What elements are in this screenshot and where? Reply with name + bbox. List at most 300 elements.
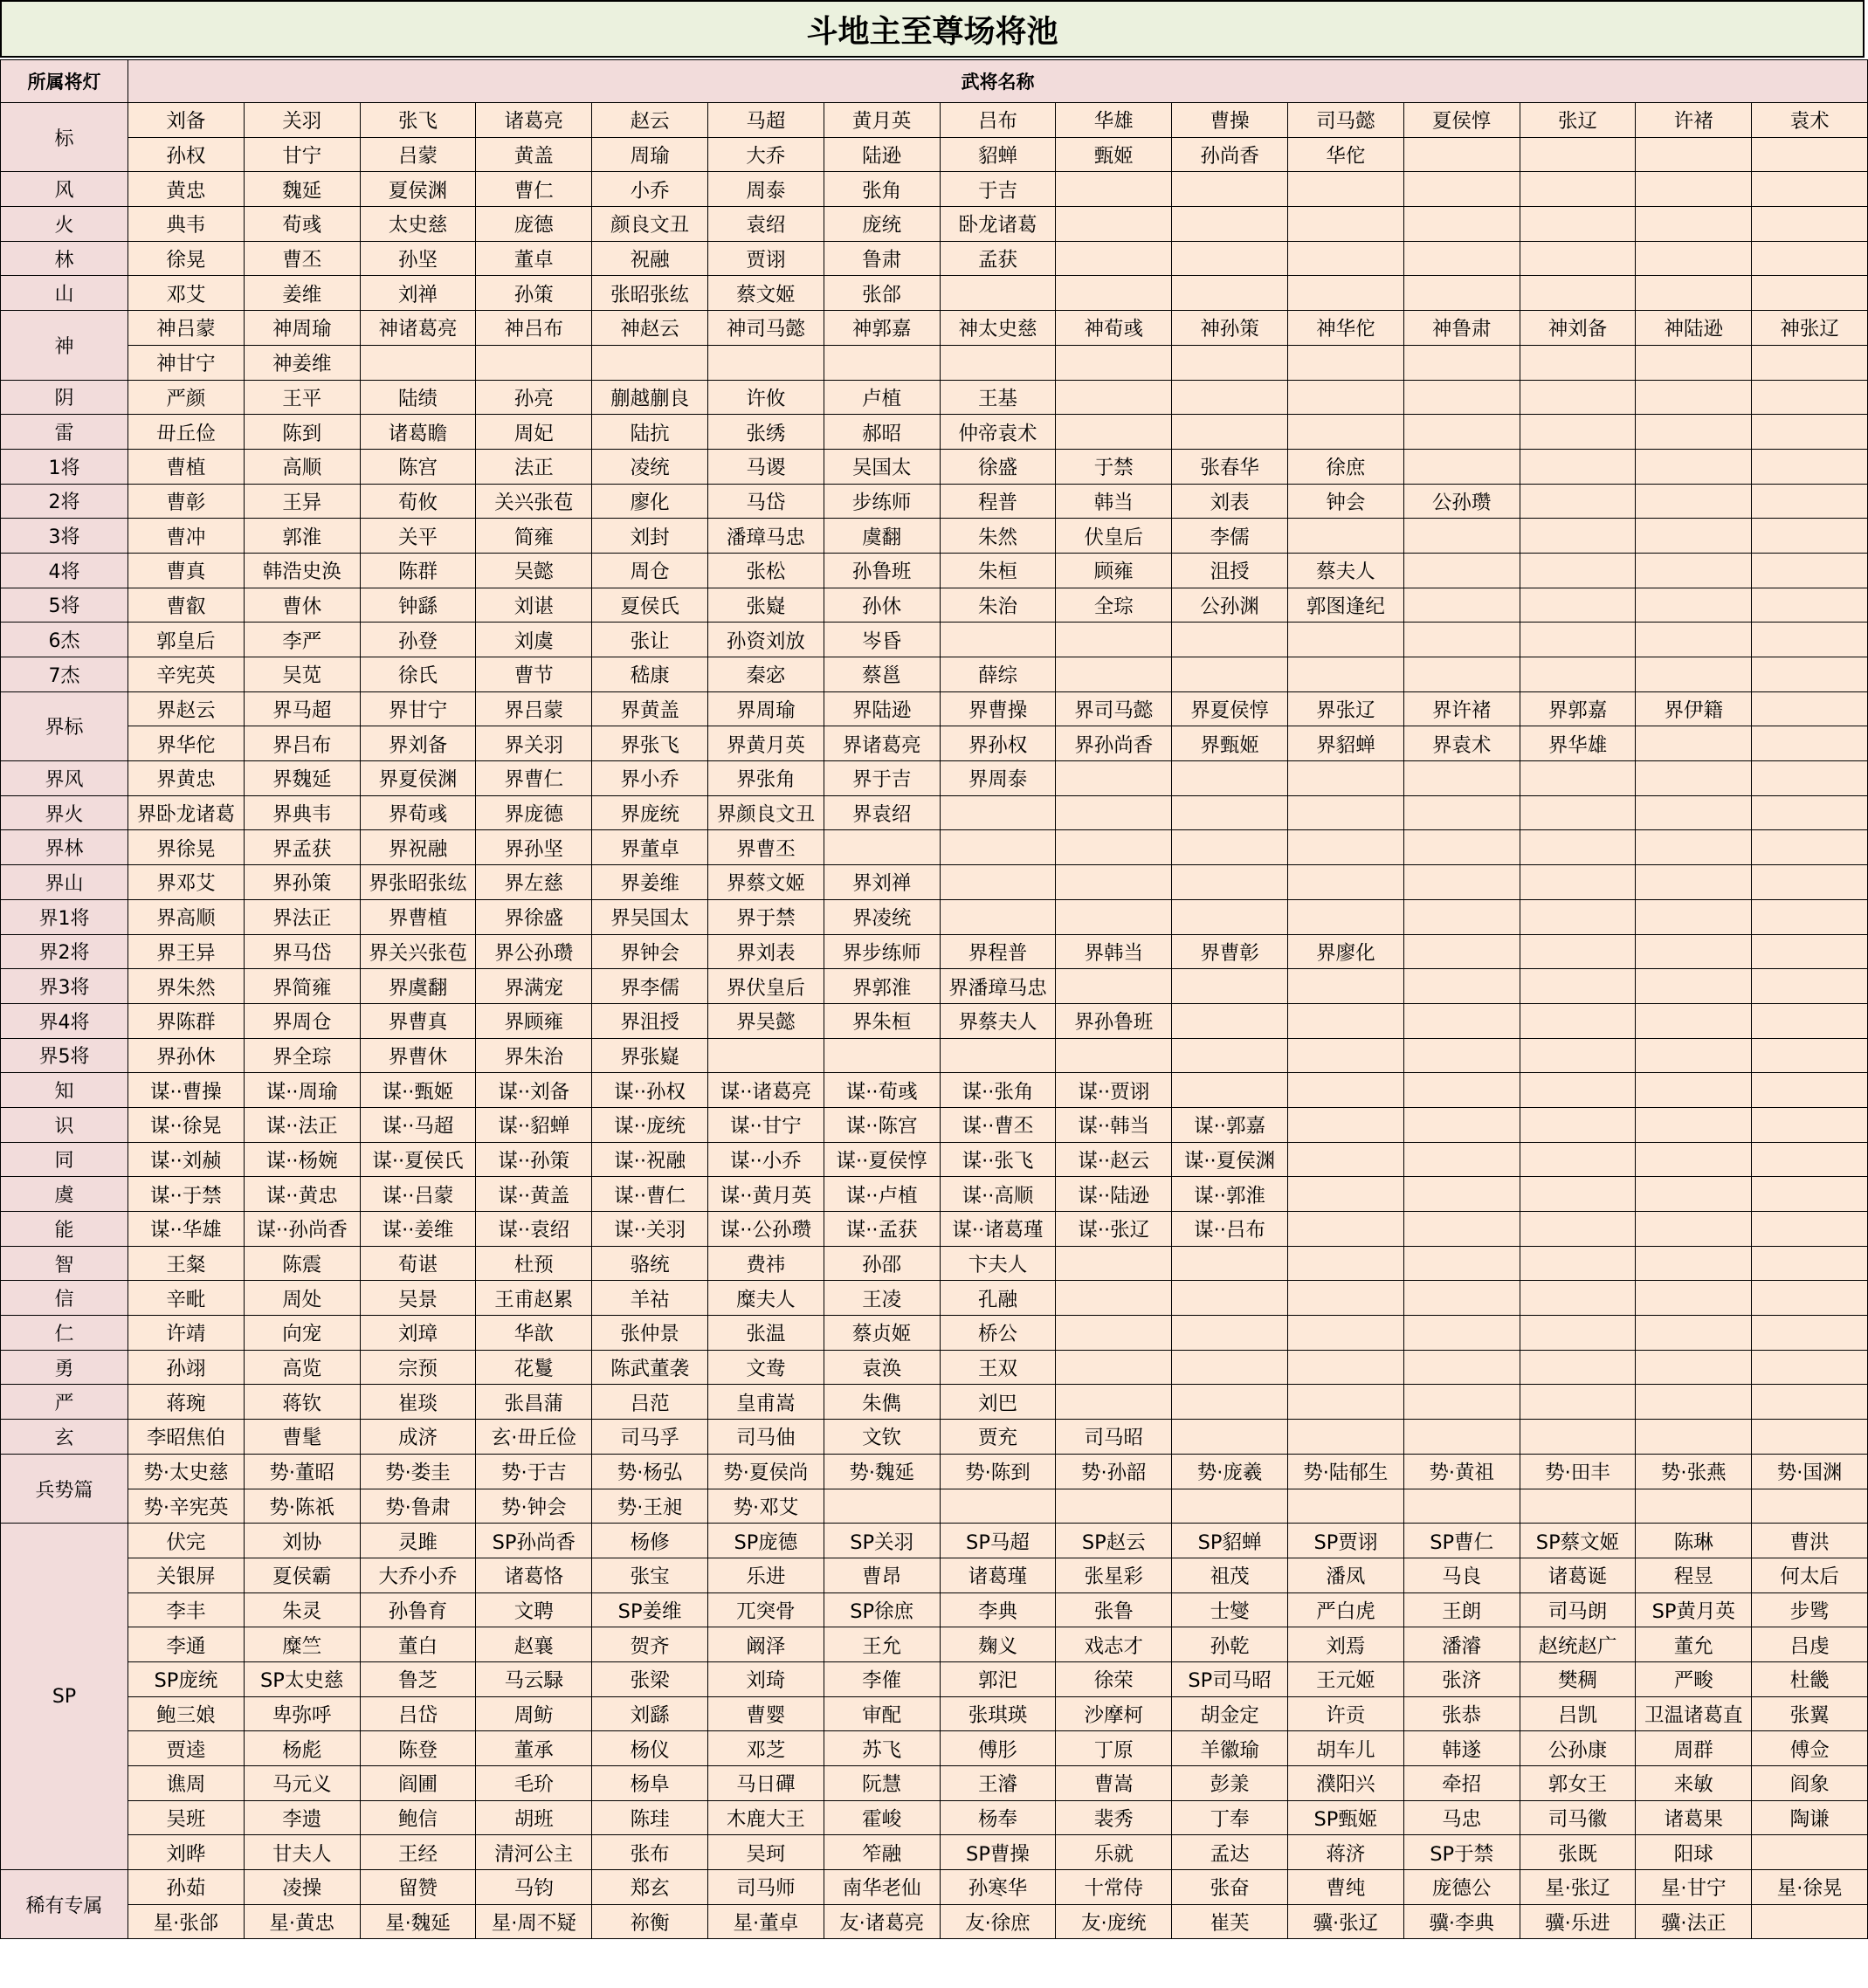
empty-cell[interactable] xyxy=(1636,588,1752,623)
general-cell[interactable]: 界曹仁 xyxy=(476,761,592,796)
general-cell[interactable]: 界典韦 xyxy=(244,795,360,830)
empty-cell[interactable] xyxy=(1636,761,1752,796)
faction-cell[interactable]: 界山 xyxy=(1,865,128,900)
general-cell[interactable]: 荀攸 xyxy=(360,484,476,519)
faction-cell[interactable]: 兵势篇 xyxy=(1,1454,128,1523)
empty-cell[interactable] xyxy=(1636,657,1752,692)
general-cell[interactable]: 张春华 xyxy=(1172,449,1288,484)
general-cell[interactable]: 界魏延 xyxy=(244,761,360,796)
empty-cell[interactable] xyxy=(1172,1246,1288,1281)
empty-cell[interactable] xyxy=(1520,1142,1636,1177)
empty-cell[interactable] xyxy=(1752,553,1868,588)
general-cell[interactable]: 诸葛瑾 xyxy=(940,1558,1056,1592)
general-cell[interactable]: 贺齐 xyxy=(592,1627,708,1662)
general-cell[interactable]: 界虞翻 xyxy=(360,969,476,1004)
empty-cell[interactable] xyxy=(1287,207,1403,242)
general-cell[interactable]: 胡金定 xyxy=(1172,1696,1288,1731)
general-cell[interactable]: 神张辽 xyxy=(1752,311,1868,346)
empty-cell[interactable] xyxy=(1520,1246,1636,1281)
general-cell[interactable]: 蒋济 xyxy=(1287,1835,1403,1870)
general-cell[interactable]: 王异 xyxy=(244,484,360,519)
general-cell[interactable]: 孙资刘放 xyxy=(707,623,824,657)
general-cell[interactable]: 友·徐庶 xyxy=(940,1904,1056,1939)
general-cell[interactable]: SP于禁 xyxy=(1403,1835,1520,1870)
empty-cell[interactable] xyxy=(1752,969,1868,1004)
empty-cell[interactable] xyxy=(1520,1107,1636,1142)
general-cell[interactable]: 周鲂 xyxy=(476,1696,592,1731)
general-cell[interactable]: 阎象 xyxy=(1752,1766,1868,1801)
general-cell[interactable]: 曹仁 xyxy=(476,172,592,207)
general-cell[interactable]: 郝昭 xyxy=(824,415,940,450)
general-cell[interactable]: 界吕蒙 xyxy=(476,691,592,726)
general-cell[interactable]: 马超 xyxy=(707,103,824,138)
general-cell[interactable]: 王朗 xyxy=(1403,1592,1520,1627)
empty-cell[interactable] xyxy=(1636,1073,1752,1108)
empty-cell[interactable] xyxy=(1172,830,1288,865)
general-cell[interactable]: 郭图逢纪 xyxy=(1287,588,1403,623)
empty-cell[interactable] xyxy=(1287,865,1403,900)
general-cell[interactable]: 界周泰 xyxy=(940,761,1056,796)
general-cell[interactable]: 郭淮 xyxy=(244,519,360,554)
general-cell[interactable]: 界沮授 xyxy=(592,1003,708,1038)
empty-cell[interactable] xyxy=(1403,761,1520,796)
general-cell[interactable]: 陈珪 xyxy=(592,1800,708,1835)
general-cell[interactable]: 骥·张辽 xyxy=(1287,1904,1403,1939)
general-cell[interactable]: 界夏侯惇 xyxy=(1172,691,1288,726)
general-cell[interactable]: 谋··孙尚香 xyxy=(244,1212,360,1247)
general-cell[interactable]: 鲁芝 xyxy=(360,1661,476,1696)
empty-cell[interactable] xyxy=(1520,657,1636,692)
faction-cell[interactable]: 界3将 xyxy=(1,969,128,1004)
general-cell[interactable]: 陈宫 xyxy=(360,449,476,484)
general-cell[interactable]: SP曹操 xyxy=(940,1835,1056,1870)
general-cell[interactable]: 张绣 xyxy=(707,415,824,450)
general-cell[interactable]: 文聘 xyxy=(476,1592,592,1627)
general-cell[interactable]: 吴景 xyxy=(360,1281,476,1316)
empty-cell[interactable] xyxy=(1752,865,1868,900)
general-cell[interactable]: 界黄盖 xyxy=(592,691,708,726)
empty-cell[interactable] xyxy=(1403,207,1520,242)
empty-cell[interactable] xyxy=(940,345,1056,380)
empty-cell[interactable] xyxy=(1287,415,1403,450)
empty-cell[interactable] xyxy=(1172,1003,1288,1038)
general-cell[interactable]: 谋··黄盖 xyxy=(476,1177,592,1212)
general-cell[interactable]: 甘宁 xyxy=(244,137,360,172)
general-cell[interactable]: 谋··杨婉 xyxy=(244,1142,360,1177)
general-cell[interactable]: 界华佗 xyxy=(128,726,245,761)
general-cell[interactable]: 马元义 xyxy=(244,1766,360,1801)
general-cell[interactable]: 霍峻 xyxy=(824,1800,940,1835)
general-cell[interactable]: 丁奉 xyxy=(1172,1800,1288,1835)
empty-cell[interactable] xyxy=(1752,1316,1868,1351)
general-cell[interactable]: 韩遂 xyxy=(1403,1731,1520,1766)
general-cell[interactable]: 王基 xyxy=(940,380,1056,415)
general-cell[interactable]: 神周瑜 xyxy=(244,311,360,346)
empty-cell[interactable] xyxy=(1752,1073,1868,1108)
empty-cell[interactable] xyxy=(1636,830,1752,865)
general-cell[interactable]: 谋··于禁 xyxy=(128,1177,245,1212)
general-cell[interactable]: 吕布 xyxy=(940,103,1056,138)
general-cell[interactable]: 关羽 xyxy=(244,103,360,138)
empty-cell[interactable] xyxy=(1172,1420,1288,1455)
empty-cell[interactable] xyxy=(1403,172,1520,207)
general-cell[interactable]: 孙翊 xyxy=(128,1350,245,1385)
faction-cell[interactable]: 7杰 xyxy=(1,657,128,692)
general-cell[interactable]: 界赵云 xyxy=(128,691,245,726)
general-cell[interactable]: 鲁肃 xyxy=(824,241,940,276)
general-cell[interactable]: 张郃 xyxy=(824,276,940,311)
general-cell[interactable]: 荀彧 xyxy=(244,207,360,242)
general-cell[interactable]: 曹节 xyxy=(476,657,592,692)
empty-cell[interactable] xyxy=(1403,553,1520,588)
empty-cell[interactable] xyxy=(1636,1350,1752,1385)
general-cell[interactable]: 李典 xyxy=(940,1592,1056,1627)
empty-cell[interactable] xyxy=(1752,1904,1868,1939)
empty-cell[interactable] xyxy=(1752,1835,1868,1870)
general-cell[interactable]: 谋··诸葛瑾 xyxy=(940,1212,1056,1247)
empty-cell[interactable] xyxy=(1520,345,1636,380)
empty-cell[interactable] xyxy=(940,276,1056,311)
general-cell[interactable]: 界全琮 xyxy=(244,1038,360,1073)
empty-cell[interactable] xyxy=(1636,795,1752,830)
general-cell[interactable]: SP甄姬 xyxy=(1287,1800,1403,1835)
general-cell[interactable]: 曹昂 xyxy=(824,1558,940,1592)
general-cell[interactable]: 赵襄 xyxy=(476,1627,592,1662)
general-cell[interactable]: 高顺 xyxy=(244,449,360,484)
general-cell[interactable]: 沙摩柯 xyxy=(1056,1696,1172,1731)
general-cell[interactable]: 宗预 xyxy=(360,1350,476,1385)
empty-cell[interactable] xyxy=(1520,830,1636,865)
general-cell[interactable]: 曹髦 xyxy=(244,1420,360,1455)
general-cell[interactable]: 丁原 xyxy=(1056,1731,1172,1766)
generals-column-header[interactable]: 武将名称 xyxy=(128,60,1868,103)
general-cell[interactable]: 诸葛果 xyxy=(1636,1800,1752,1835)
general-cell[interactable]: 糜夫人 xyxy=(707,1281,824,1316)
general-cell[interactable]: 曹婴 xyxy=(707,1696,824,1731)
general-cell[interactable]: SP蔡文姬 xyxy=(1520,1524,1636,1558)
general-cell[interactable]: 势·田丰 xyxy=(1520,1454,1636,1489)
general-cell[interactable]: 神孙策 xyxy=(1172,311,1288,346)
empty-cell[interactable] xyxy=(1172,415,1288,450)
empty-cell[interactable] xyxy=(824,1489,940,1524)
general-cell[interactable]: 桥公 xyxy=(940,1316,1056,1351)
general-cell[interactable]: 界姜维 xyxy=(592,865,708,900)
empty-cell[interactable] xyxy=(1636,415,1752,450)
general-cell[interactable]: 卑弥呼 xyxy=(244,1696,360,1731)
general-cell[interactable]: 濮阳兴 xyxy=(1287,1766,1403,1801)
general-cell[interactable]: 周泰 xyxy=(707,172,824,207)
general-cell[interactable]: 崔琰 xyxy=(360,1385,476,1420)
general-cell[interactable]: 孙策 xyxy=(476,276,592,311)
general-cell[interactable]: 李昭焦伯 xyxy=(128,1420,245,1455)
general-cell[interactable]: 谋··贾诩 xyxy=(1056,1073,1172,1108)
general-cell[interactable]: 潘璋马忠 xyxy=(707,519,824,554)
general-cell[interactable]: 陈武董袭 xyxy=(592,1350,708,1385)
general-cell[interactable]: 苏飞 xyxy=(824,1731,940,1766)
general-cell[interactable]: 张恭 xyxy=(1403,1696,1520,1731)
general-cell[interactable]: 郑玄 xyxy=(592,1870,708,1905)
general-cell[interactable]: 胡班 xyxy=(476,1800,592,1835)
empty-cell[interactable] xyxy=(1287,1003,1403,1038)
general-cell[interactable]: SP太史慈 xyxy=(244,1661,360,1696)
general-cell[interactable]: 姜维 xyxy=(244,276,360,311)
general-cell[interactable]: 张温 xyxy=(707,1316,824,1351)
faction-cell[interactable]: 5将 xyxy=(1,588,128,623)
general-cell[interactable]: 祝融 xyxy=(592,241,708,276)
faction-cell[interactable]: 勇 xyxy=(1,1350,128,1385)
empty-cell[interactable] xyxy=(1752,588,1868,623)
general-cell[interactable]: 甄姬 xyxy=(1056,137,1172,172)
general-cell[interactable]: 夏侯霸 xyxy=(244,1558,360,1592)
empty-cell[interactable] xyxy=(1636,1212,1752,1247)
empty-cell[interactable] xyxy=(707,1038,824,1073)
general-cell[interactable]: 阳球 xyxy=(1636,1835,1752,1870)
empty-cell[interactable] xyxy=(1403,1489,1520,1524)
empty-cell[interactable] xyxy=(1520,276,1636,311)
empty-cell[interactable] xyxy=(1172,865,1288,900)
general-cell[interactable]: 董允 xyxy=(1636,1627,1752,1662)
empty-cell[interactable] xyxy=(1056,380,1172,415)
general-cell[interactable]: SP赵云 xyxy=(1056,1524,1172,1558)
empty-cell[interactable] xyxy=(1056,795,1172,830)
empty-cell[interactable] xyxy=(1636,1177,1752,1212)
general-cell[interactable]: 势·邓艾 xyxy=(707,1489,824,1524)
general-cell[interactable]: 神鲁肃 xyxy=(1403,311,1520,346)
empty-cell[interactable] xyxy=(1636,172,1752,207)
general-cell[interactable]: 界曹休 xyxy=(360,1038,476,1073)
general-cell[interactable]: 董卓 xyxy=(476,241,592,276)
general-cell[interactable]: 马忠 xyxy=(1403,1800,1520,1835)
general-cell[interactable]: 陈震 xyxy=(244,1246,360,1281)
general-cell[interactable]: 赵统赵广 xyxy=(1520,1627,1636,1662)
general-cell[interactable]: 王凌 xyxy=(824,1281,940,1316)
general-cell[interactable]: 势·王昶 xyxy=(592,1489,708,1524)
general-cell[interactable]: 曹真 xyxy=(128,553,245,588)
empty-cell[interactable] xyxy=(1520,623,1636,657)
general-cell[interactable]: 界吕布 xyxy=(244,726,360,761)
empty-cell[interactable] xyxy=(1287,1107,1403,1142)
general-cell[interactable]: 势·庞羲 xyxy=(1172,1454,1288,1489)
general-cell[interactable]: 裴秀 xyxy=(1056,1800,1172,1835)
general-cell[interactable]: 戏志才 xyxy=(1056,1627,1172,1662)
general-cell[interactable]: SP庞统 xyxy=(128,1661,245,1696)
empty-cell[interactable] xyxy=(1520,1420,1636,1455)
general-cell[interactable]: 吕虔 xyxy=(1752,1627,1868,1662)
general-cell[interactable]: 司马徽 xyxy=(1520,1800,1636,1835)
general-cell[interactable]: 钟繇 xyxy=(360,588,476,623)
general-cell[interactable]: 谋··刘备 xyxy=(476,1073,592,1108)
general-cell[interactable]: 界凌统 xyxy=(824,899,940,934)
general-cell[interactable]: 诸葛瞻 xyxy=(360,415,476,450)
empty-cell[interactable] xyxy=(1403,380,1520,415)
empty-cell[interactable] xyxy=(1636,519,1752,554)
general-cell[interactable]: 势·黄祖 xyxy=(1403,1454,1520,1489)
general-cell[interactable]: 木鹿大王 xyxy=(707,1800,824,1835)
empty-cell[interactable] xyxy=(1752,1142,1868,1177)
general-cell[interactable]: 阎圃 xyxy=(360,1766,476,1801)
empty-cell[interactable] xyxy=(1287,1246,1403,1281)
general-cell[interactable]: 许靖 xyxy=(128,1316,245,1351)
general-cell[interactable]: 友·诸葛亮 xyxy=(824,1904,940,1939)
empty-cell[interactable] xyxy=(1636,899,1752,934)
general-cell[interactable]: 刘琦 xyxy=(707,1661,824,1696)
empty-cell[interactable] xyxy=(940,623,1056,657)
general-cell[interactable]: 于吉 xyxy=(940,172,1056,207)
faction-cell[interactable]: 林 xyxy=(1,241,128,276)
empty-cell[interactable] xyxy=(1636,934,1752,969)
faction-cell[interactable]: 识 xyxy=(1,1107,128,1142)
general-cell[interactable]: 谋··郭淮 xyxy=(1172,1177,1288,1212)
empty-cell[interactable] xyxy=(1172,969,1288,1004)
empty-cell[interactable] xyxy=(1172,795,1288,830)
general-cell[interactable]: 界甘宁 xyxy=(360,691,476,726)
empty-cell[interactable] xyxy=(1752,172,1868,207)
general-cell[interactable]: 张济 xyxy=(1403,1661,1520,1696)
general-cell[interactable]: 文鸯 xyxy=(707,1350,824,1385)
general-cell[interactable]: 张让 xyxy=(592,623,708,657)
empty-cell[interactable] xyxy=(940,865,1056,900)
general-cell[interactable]: SP庞德 xyxy=(707,1524,824,1558)
general-cell[interactable]: 甘夫人 xyxy=(244,1835,360,1870)
empty-cell[interactable] xyxy=(1636,449,1752,484)
empty-cell[interactable] xyxy=(1056,241,1172,276)
general-cell[interactable]: 孙亮 xyxy=(476,380,592,415)
general-cell[interactable]: 吴班 xyxy=(128,1800,245,1835)
empty-cell[interactable] xyxy=(1520,795,1636,830)
general-cell[interactable]: 司马昭 xyxy=(1056,1420,1172,1455)
empty-cell[interactable] xyxy=(1520,1003,1636,1038)
general-cell[interactable]: 谋··张辽 xyxy=(1056,1212,1172,1247)
general-cell[interactable]: 势·魏延 xyxy=(824,1454,940,1489)
empty-cell[interactable] xyxy=(1520,137,1636,172)
general-cell[interactable]: 王甫赵累 xyxy=(476,1281,592,1316)
general-cell[interactable]: 笮融 xyxy=(824,1835,940,1870)
empty-cell[interactable] xyxy=(1752,726,1868,761)
general-cell[interactable]: 公孙康 xyxy=(1520,1731,1636,1766)
empty-cell[interactable] xyxy=(1520,484,1636,519)
general-cell[interactable]: 张仲景 xyxy=(592,1316,708,1351)
general-cell[interactable]: 刘璋 xyxy=(360,1316,476,1351)
general-cell[interactable]: 界曹植 xyxy=(360,899,476,934)
empty-cell[interactable] xyxy=(1287,830,1403,865)
general-cell[interactable]: 谋··刘赪 xyxy=(128,1142,245,1177)
general-cell[interactable]: 神吕布 xyxy=(476,311,592,346)
general-cell[interactable]: 神甘宁 xyxy=(128,345,245,380)
general-cell[interactable]: 友·庞统 xyxy=(1056,1904,1172,1939)
empty-cell[interactable] xyxy=(1752,795,1868,830)
general-cell[interactable]: 界张嶷 xyxy=(592,1038,708,1073)
empty-cell[interactable] xyxy=(1056,415,1172,450)
empty-cell[interactable] xyxy=(940,1038,1056,1073)
empty-cell[interactable] xyxy=(1520,380,1636,415)
faction-cell[interactable]: 标 xyxy=(1,103,128,172)
general-cell[interactable]: 王双 xyxy=(940,1350,1056,1385)
empty-cell[interactable] xyxy=(1056,1246,1172,1281)
general-cell[interactable]: 张辽 xyxy=(1520,103,1636,138)
empty-cell[interactable] xyxy=(1287,1142,1403,1177)
empty-cell[interactable] xyxy=(1520,1073,1636,1108)
general-cell[interactable]: 颜良文丑 xyxy=(592,207,708,242)
empty-cell[interactable] xyxy=(1752,691,1868,726)
general-cell[interactable]: 杨仪 xyxy=(592,1731,708,1766)
empty-cell[interactable] xyxy=(1403,1003,1520,1038)
general-cell[interactable]: 孙邵 xyxy=(824,1246,940,1281)
general-cell[interactable]: 简雍 xyxy=(476,519,592,554)
empty-cell[interactable] xyxy=(1287,623,1403,657)
empty-cell[interactable] xyxy=(1056,345,1172,380)
general-cell[interactable]: 势·陆郁生 xyxy=(1287,1454,1403,1489)
general-cell[interactable]: 廖化 xyxy=(592,484,708,519)
empty-cell[interactable] xyxy=(1287,172,1403,207)
empty-cell[interactable] xyxy=(1403,1107,1520,1142)
general-cell[interactable]: 界马岱 xyxy=(244,934,360,969)
faction-cell[interactable]: 同 xyxy=(1,1142,128,1177)
empty-cell[interactable] xyxy=(1636,726,1752,761)
general-cell[interactable]: 谋··庞统 xyxy=(592,1107,708,1142)
empty-cell[interactable] xyxy=(1403,1316,1520,1351)
empty-cell[interactable] xyxy=(1056,899,1172,934)
general-cell[interactable]: 界廖化 xyxy=(1287,934,1403,969)
general-cell[interactable]: 鲍信 xyxy=(360,1800,476,1835)
general-cell[interactable]: 界孙尚香 xyxy=(1056,726,1172,761)
general-cell[interactable]: 界董卓 xyxy=(592,830,708,865)
general-cell[interactable]: 孙鲁育 xyxy=(360,1592,476,1627)
empty-cell[interactable] xyxy=(1752,1107,1868,1142)
faction-cell[interactable]: 火 xyxy=(1,207,128,242)
general-cell[interactable]: 界孙策 xyxy=(244,865,360,900)
empty-cell[interactable] xyxy=(1403,969,1520,1004)
general-cell[interactable]: 华歆 xyxy=(476,1316,592,1351)
empty-cell[interactable] xyxy=(1172,657,1288,692)
empty-cell[interactable] xyxy=(1636,1489,1752,1524)
general-cell[interactable]: 谋··祝融 xyxy=(592,1142,708,1177)
empty-cell[interactable] xyxy=(1636,484,1752,519)
general-cell[interactable]: 界陆逊 xyxy=(824,691,940,726)
empty-cell[interactable] xyxy=(1752,1003,1868,1038)
general-cell[interactable]: 谋··小乔 xyxy=(707,1142,824,1177)
empty-cell[interactable] xyxy=(1752,241,1868,276)
general-cell[interactable]: 邓艾 xyxy=(128,276,245,311)
faction-cell[interactable]: 界火 xyxy=(1,795,128,830)
general-cell[interactable]: 界甄姬 xyxy=(1172,726,1288,761)
general-cell[interactable]: 成济 xyxy=(360,1420,476,1455)
general-cell[interactable]: 大乔 xyxy=(707,137,824,172)
general-cell[interactable]: 卞夫人 xyxy=(940,1246,1056,1281)
faction-cell[interactable]: SP xyxy=(1,1524,128,1870)
general-cell[interactable]: 关兴张苞 xyxy=(476,484,592,519)
general-cell[interactable]: 势·陈到 xyxy=(940,1454,1056,1489)
empty-cell[interactable] xyxy=(1287,657,1403,692)
general-cell[interactable]: 曹冲 xyxy=(128,519,245,554)
empty-cell[interactable] xyxy=(1172,1038,1288,1073)
general-cell[interactable]: 曹叡 xyxy=(128,588,245,623)
general-cell[interactable]: 张飞 xyxy=(360,103,476,138)
faction-cell[interactable]: 仁 xyxy=(1,1316,128,1351)
faction-cell[interactable]: 4将 xyxy=(1,553,128,588)
general-cell[interactable]: 高览 xyxy=(244,1350,360,1385)
empty-cell[interactable] xyxy=(1287,241,1403,276)
general-cell[interactable]: 界颜良文丑 xyxy=(707,795,824,830)
general-cell[interactable]: 卢植 xyxy=(824,380,940,415)
empty-cell[interactable] xyxy=(1172,1385,1288,1420)
general-cell[interactable]: 孙寒华 xyxy=(940,1870,1056,1905)
general-cell[interactable]: 刘巴 xyxy=(940,1385,1056,1420)
empty-cell[interactable] xyxy=(1752,137,1868,172)
general-cell[interactable]: 界诸葛亮 xyxy=(824,726,940,761)
empty-cell[interactable] xyxy=(1636,1420,1752,1455)
general-cell[interactable]: 周瑜 xyxy=(592,137,708,172)
general-cell[interactable]: 杜畿 xyxy=(1752,1661,1868,1696)
